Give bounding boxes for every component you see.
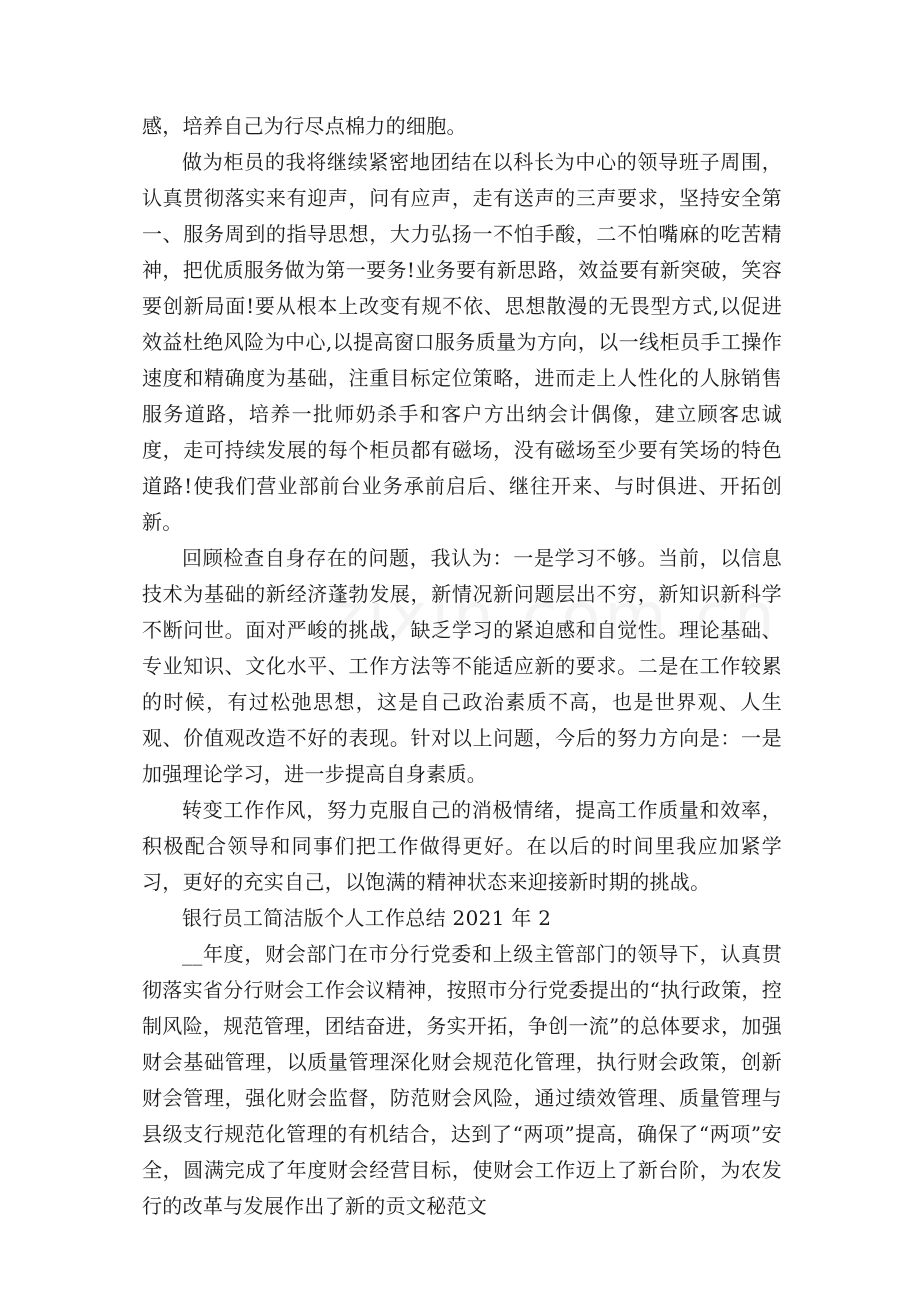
paragraph-self-review: 回顾检查自身存在的问题，我认为：一是学习不够。当前，以信息技术为基础的新经济蓬勃发展，新情况新问题层出不穷，新知识新科学不断问世。面对严峻的挑战，缺乏学习的紧迫感和自觉性。理论基础、专业知识、文化水平、工作方法等不能适应新的要求。二是在工作较累的时候，有过松弛思想，这是自己政治素质不高，也是世界观、人生观、价值观改造不好的表现。针对以上问题，今后的努力方向是：一是加强理论学习，进一步提高自身素质。 xyxy=(142,546,782,786)
paragraph-continuation: 感，培养自己为行尽点棉力的细胞。 xyxy=(142,114,467,138)
paragraph-teller-commitment: 做为柜员的我将继续紧密地团结在以科长为中心的领导班子周围，认真贯彻落实来有迎声，问有应声，走有送声的三声要求，坚持安全第一、服务周到的指导思想，大力弘扬一不怕手酸，二不怕嘴麻的吃苦精神，把优质服务做为第一要务!业务要有新思路，效益要有新突破，笑容要创新局面!要从根本上改变有规不依、思想散漫的无畏型方式,以促进效益杜绝风险为中心,以提高窗口服务质量为方向，以一线柜员手工操作速度和精确度为基础，注重目标定位策略，进而走上人性化的人脉销售服务道路，培养一批师奶杀手和客户方出纳会计偶像，建立顾客忠诚度，走可持续发展的每个柜员都有磁场，没有磁场至少要有笑场的特色道路!使我们营业部前台业务承前启后、继往开来、与时俱进、开拓创新。 xyxy=(142,150,782,534)
paragraph-finance-dept: __年度，财会部门在市分行党委和上级主管部门的领导下，认真贯彻落实省分行财会工作会议精神，按照市分行党委提出的“执行政策，控制风险，规范管理，团结奋进，务实开拓，争创一流”的总体要求，加强财会基础管理，以质量管理深化财会规范化管理，执行财会政策，创新财会管理，强化财会监督，防范财会风险，通过绩效管理、质量管理与县级支行规范化管理的有机结合，达到了“两项”提高，确保了“两项”安全，圆满完成了年度财会经营目标，使财会工作迈上了新台阶，为农发行的改革与发展作出了新的贡文秘范文 xyxy=(142,942,782,1218)
paragraph-work-style: 转变工作作风，努力克服自己的消极情绪，提高工作质量和效率，积极配合领导和同事们把工作做得更好。在以后的时间里我应加紧学习，更好的充实自己，以饱满的精神状态来迎接新时期的挑战。 xyxy=(142,798,782,894)
document-body xyxy=(142,108,782,1224)
section-heading: 银行员工简洁版个人工作总结 2021 年 2 xyxy=(182,906,552,930)
